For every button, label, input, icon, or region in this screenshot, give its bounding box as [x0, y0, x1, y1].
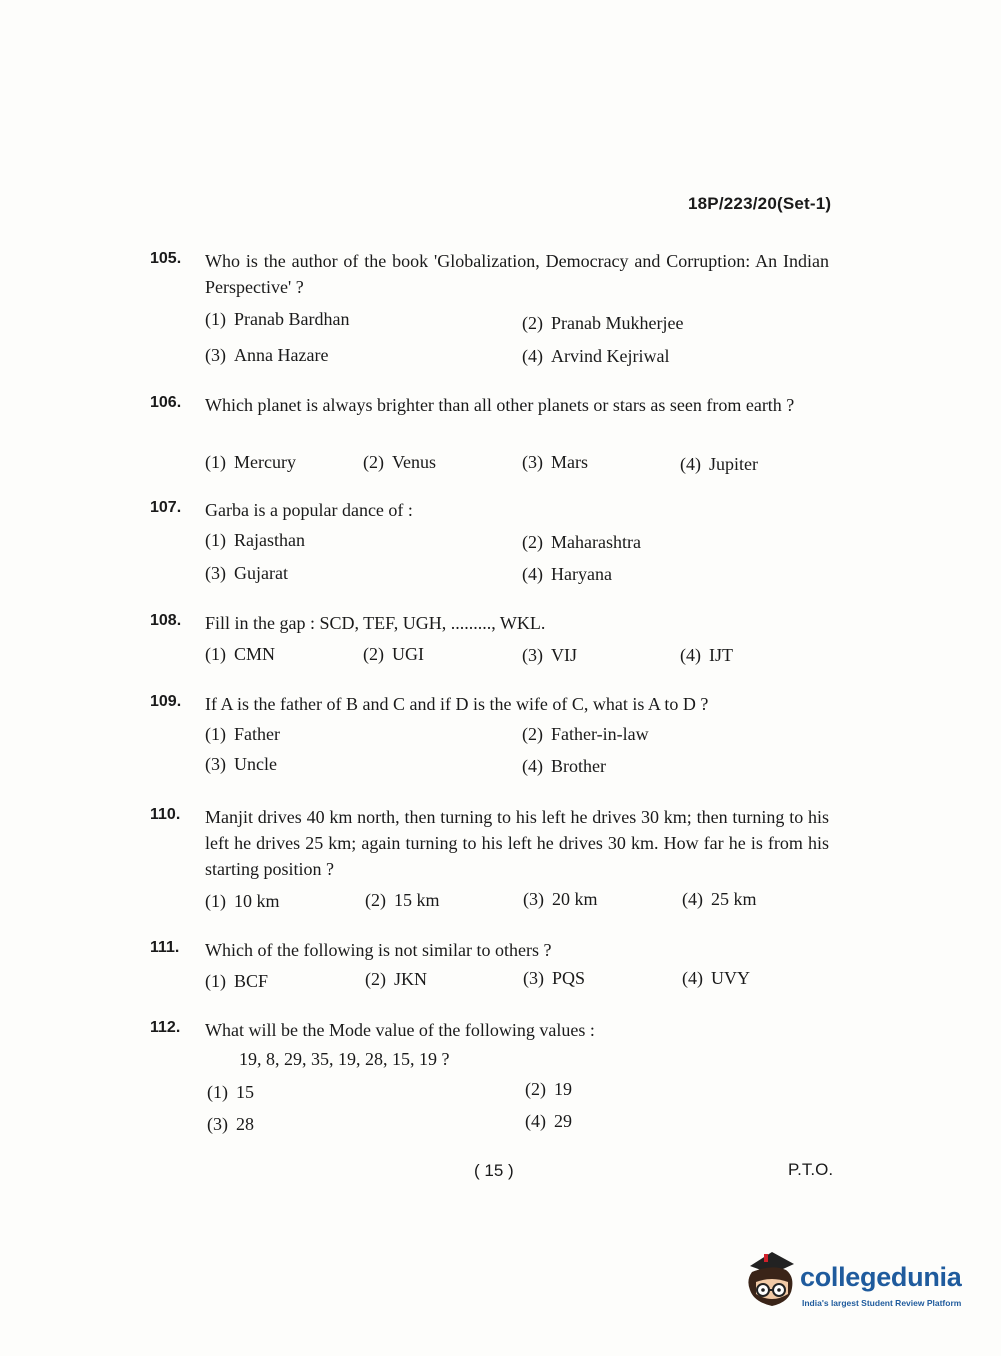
option-4: (4) Arvind Kejriwal — [522, 346, 670, 366]
question-text: Which planet is always brighter than all other planets or stars as seen from earth ? — [205, 395, 795, 415]
option-1: (1) 10 km — [205, 891, 280, 911]
option-2: (2) 15 km — [365, 890, 440, 910]
option-1: (1) Rajasthan — [205, 530, 305, 550]
question-text: Manjit drives 40 km north, then turning to his left he drives 30 km; then turning to his left he drives 25 km; again turning to his left he drives 30 km. How far he is from his starting position ? — [205, 807, 829, 879]
option-1: (1) Father — [205, 724, 280, 744]
brand-name: collegedunia — [800, 1262, 962, 1292]
option-3: (3) 28 — [207, 1114, 254, 1134]
option-2: (2) Venus — [363, 452, 436, 472]
question-text: Fill in the gap : SCD, TEF, UGH, ........., WKL. — [205, 613, 546, 633]
option-3: (3) Mars — [522, 452, 588, 472]
question-number: 110. — [150, 806, 181, 823]
option-3: (3) Uncle — [205, 754, 277, 774]
question-text: Garba is a popular dance of : — [205, 500, 413, 520]
option-3: (3) Gujarat — [205, 563, 288, 583]
question-number: 107. — [150, 499, 182, 516]
question-number: 111. — [150, 939, 180, 956]
option-3: (3) Anna Hazare — [205, 345, 329, 365]
option-1: (1) Mercury — [205, 452, 296, 472]
option-4: (4) Jupiter — [680, 454, 758, 474]
option-4: (4) UVY — [682, 968, 750, 988]
question-number: 108. — [150, 612, 182, 629]
question-text: If A is the father of B and C and if D is the wife of C, what is A to D ? — [205, 694, 709, 714]
option-4: (4) Brother — [522, 756, 606, 776]
mascot-icon — [742, 1250, 802, 1314]
option-2: (2) JKN — [365, 969, 428, 989]
question-values: 19, 8, 29, 35, 19, 28, 15, 19 ? — [239, 1049, 450, 1069]
question-number: 105. — [150, 250, 182, 267]
option-1: (1) BCF — [205, 971, 269, 991]
question-text: What will be the Mode value of the following values : — [205, 1020, 595, 1040]
paper-code: 18P/223/20(Set-1) — [688, 194, 832, 213]
option-1: (1) 15 — [207, 1082, 254, 1102]
question-text: Who is the author of the book 'Globalization, Democracy and Corruption: An Indian Perspective' ? — [205, 251, 829, 297]
pto-label: P.T.O. — [788, 1160, 834, 1179]
collegedunia-logo — [742, 1250, 972, 1320]
option-2: (2) Maharashtra — [522, 532, 641, 552]
option-1: (1) Pranab Bardhan — [205, 309, 350, 329]
brand-tagline: India's largest Student Review Platform — [802, 1298, 962, 1308]
question-number: 106. — [150, 394, 182, 411]
option-2: (2) Father-in-law — [522, 724, 649, 744]
option-1: (1) CMN — [205, 644, 276, 664]
option-2: (2) Pranab Mukherjee — [522, 313, 684, 333]
question-number: 109. — [150, 693, 182, 710]
option-4: (4) Haryana — [522, 564, 612, 584]
option-3: (3) VIJ — [522, 645, 577, 665]
option-3: (3) 20 km — [523, 889, 598, 909]
option-4: (4) IJT — [680, 645, 733, 665]
question-number: 112. — [150, 1019, 181, 1036]
option-4: (4) 25 km — [682, 889, 757, 909]
question-text: Which of the following is not similar to others ? — [205, 940, 552, 960]
option-3: (3) PQS — [523, 968, 586, 988]
page-number: ( 15 ) — [474, 1161, 514, 1180]
option-4: (4) 29 — [525, 1111, 572, 1131]
option-2: (2) 19 — [525, 1079, 572, 1099]
option-2: (2) UGI — [363, 644, 424, 664]
